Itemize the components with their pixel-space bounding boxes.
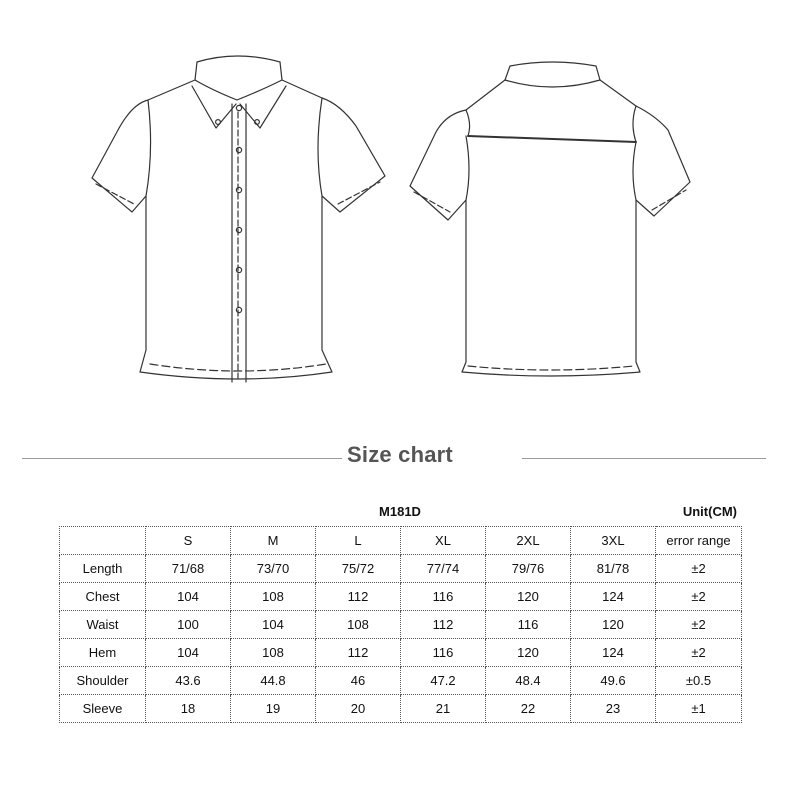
table-cell: 120 [486,583,571,611]
size-chart-header [59,498,741,526]
column-header: L [316,527,401,555]
table-cell: 124 [571,583,656,611]
unit-label: Unit(CM) [682,504,737,519]
table-cell: 79/76 [486,555,571,583]
row-label: Chest [60,583,146,611]
table-cell: 120 [486,639,571,667]
model-number: M181D [379,504,421,519]
shirt-front-view [92,56,385,382]
table-cell: ±2 [656,611,742,639]
table-cell: ±2 [656,583,742,611]
title-divider-left [22,458,342,459]
table-cell: 112 [316,583,401,611]
table-cell: 108 [231,639,316,667]
table-cell: ±2 [656,555,742,583]
column-header: M [231,527,316,555]
table-cell: 23 [571,695,656,723]
size-chart-title-row [0,440,800,476]
row-label: Shoulder [60,667,146,695]
row-label: Hem [60,639,146,667]
table-cell: 116 [486,611,571,639]
row-label: Length [60,555,146,583]
table-cell: 75/72 [316,555,401,583]
table-cell: 18 [146,695,231,723]
column-header: error range [656,527,742,555]
row-label: Sleeve [60,695,146,723]
table-cell: ±1 [656,695,742,723]
table-cell: 73/70 [231,555,316,583]
table-cell: 20 [316,695,401,723]
table-row [60,667,742,695]
table-header-row [60,527,742,555]
table-cell: 100 [146,611,231,639]
table-cell: 43.6 [146,667,231,695]
column-header: S [146,527,231,555]
table-cell: 21 [401,695,486,723]
table-row [60,555,742,583]
table-cell: 116 [401,639,486,667]
column-header: 3XL [571,527,656,555]
table-cell: 81/78 [571,555,656,583]
table-cell: 108 [316,611,401,639]
table-row [60,583,742,611]
table-cell: ±2 [656,639,742,667]
shirt-back-view [410,62,690,376]
table-cell: ±0.5 [656,667,742,695]
table-row [60,611,742,639]
column-header [60,527,146,555]
table-cell: 19 [231,695,316,723]
table-cell: 77/74 [401,555,486,583]
column-header: XL [401,527,486,555]
table-row [60,695,742,723]
table-cell: 104 [146,583,231,611]
row-label: Waist [60,611,146,639]
size-table [59,526,742,723]
table-cell: 104 [146,639,231,667]
table-cell: 71/68 [146,555,231,583]
table-cell: 47.2 [401,667,486,695]
table-cell: 49.6 [571,667,656,695]
table-cell: 22 [486,695,571,723]
table-row [60,639,742,667]
size-chart [59,498,741,723]
table-cell: 120 [571,611,656,639]
table-cell: 124 [571,639,656,667]
table-cell: 48.4 [486,667,571,695]
table-cell: 104 [231,611,316,639]
table-cell: 116 [401,583,486,611]
table-cell: 108 [231,583,316,611]
table-cell: 112 [316,639,401,667]
table-cell: 44.8 [231,667,316,695]
table-cell: 112 [401,611,486,639]
table-cell: 46 [316,667,401,695]
page-title: Size chart [347,442,453,467]
title-divider-right [522,458,766,459]
column-header: 2XL [486,527,571,555]
